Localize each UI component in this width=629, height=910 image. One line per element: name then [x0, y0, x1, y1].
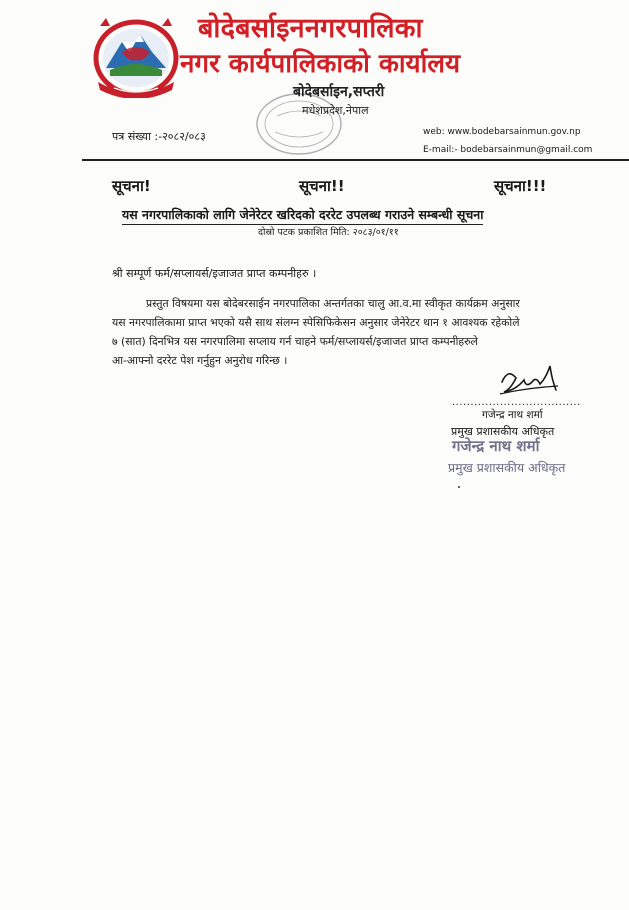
province-text: मधेशप्रदेश,नेपाल	[302, 104, 369, 117]
reference-number: पत्र संख्या :-२०८२/०८३	[112, 130, 206, 143]
stray-mark	[458, 486, 460, 488]
body-line: यस नगरपालिकामा प्राप्त भएको यसै साथ संलग्न स्पेसिफिकेसन अनुसार जेनेरेटर थान १ आवश्यक रहेकोले	[112, 316, 520, 329]
notice-heading-1: सूचना!	[112, 177, 151, 195]
signature-line: ...................................	[452, 397, 581, 408]
stamp-signer-name: गजेन्द्र नाथ शर्मा	[452, 437, 540, 455]
notice-body	[112, 294, 582, 370]
notice-heading-2: सूचना!!	[299, 177, 345, 195]
header-divider	[82, 159, 629, 161]
notice-heading-3: सूचना!!!	[494, 177, 547, 195]
nepal-emblem-icon	[92, 12, 180, 98]
office-title: नगर कार्यपालिकाको कार्यालय	[180, 49, 461, 79]
body-line: आ-आफ्नो दररेट पेश गर्नुहुन अनुरोध गरिन्छ ।	[112, 354, 288, 367]
addressee: श्री सम्पूर्ण फर्म/सप्लायर्स/इजाजत प्राप्त कम्पनीहरु ।	[112, 267, 317, 280]
body-line: प्रस्तुत विषयमा यस बोदेबरसाईन नगरपालिका अन्तर्गतका चालु आ.व.मा स्वीकृत कार्यक्रम अनुसार	[146, 297, 520, 310]
location-text: बोदेबर्साइन,सप्तरी	[293, 84, 385, 100]
signature-icon	[496, 360, 562, 400]
notice-subject: यस नगरपालिकाको लागि जेनेरेटर खरिदको दररेट उपलब्ध गराउने सम्बन्धी सूचना	[122, 206, 483, 225]
body-line: ७ (सात) दिनभित्र यस नगरपालिमा सप्लाय गर्न चाहने फर्म/सप्लायर्स/इजाजत प्राप्त कम्पनीहरुले	[112, 335, 478, 348]
stamp-signer-title: प्रमुख प्रशासकीय अधिकृत	[448, 460, 566, 475]
municipality-title: बोदेबर्साइननगरपालिका	[198, 13, 423, 44]
website-text: web: www.bodebarsainmun.gov.np	[423, 127, 581, 137]
published-date: दोस्रो पटक प्रकाशित मिति: २०८३/०१/११	[258, 227, 399, 238]
signer-name: गजेन्द्र नाथ शर्मा	[482, 409, 543, 421]
email-text: E-mail:- bodebarsainmun@gmail.com	[423, 145, 593, 155]
signer-title: प्रमुख प्रशासकीय अधिकृत	[451, 425, 555, 438]
